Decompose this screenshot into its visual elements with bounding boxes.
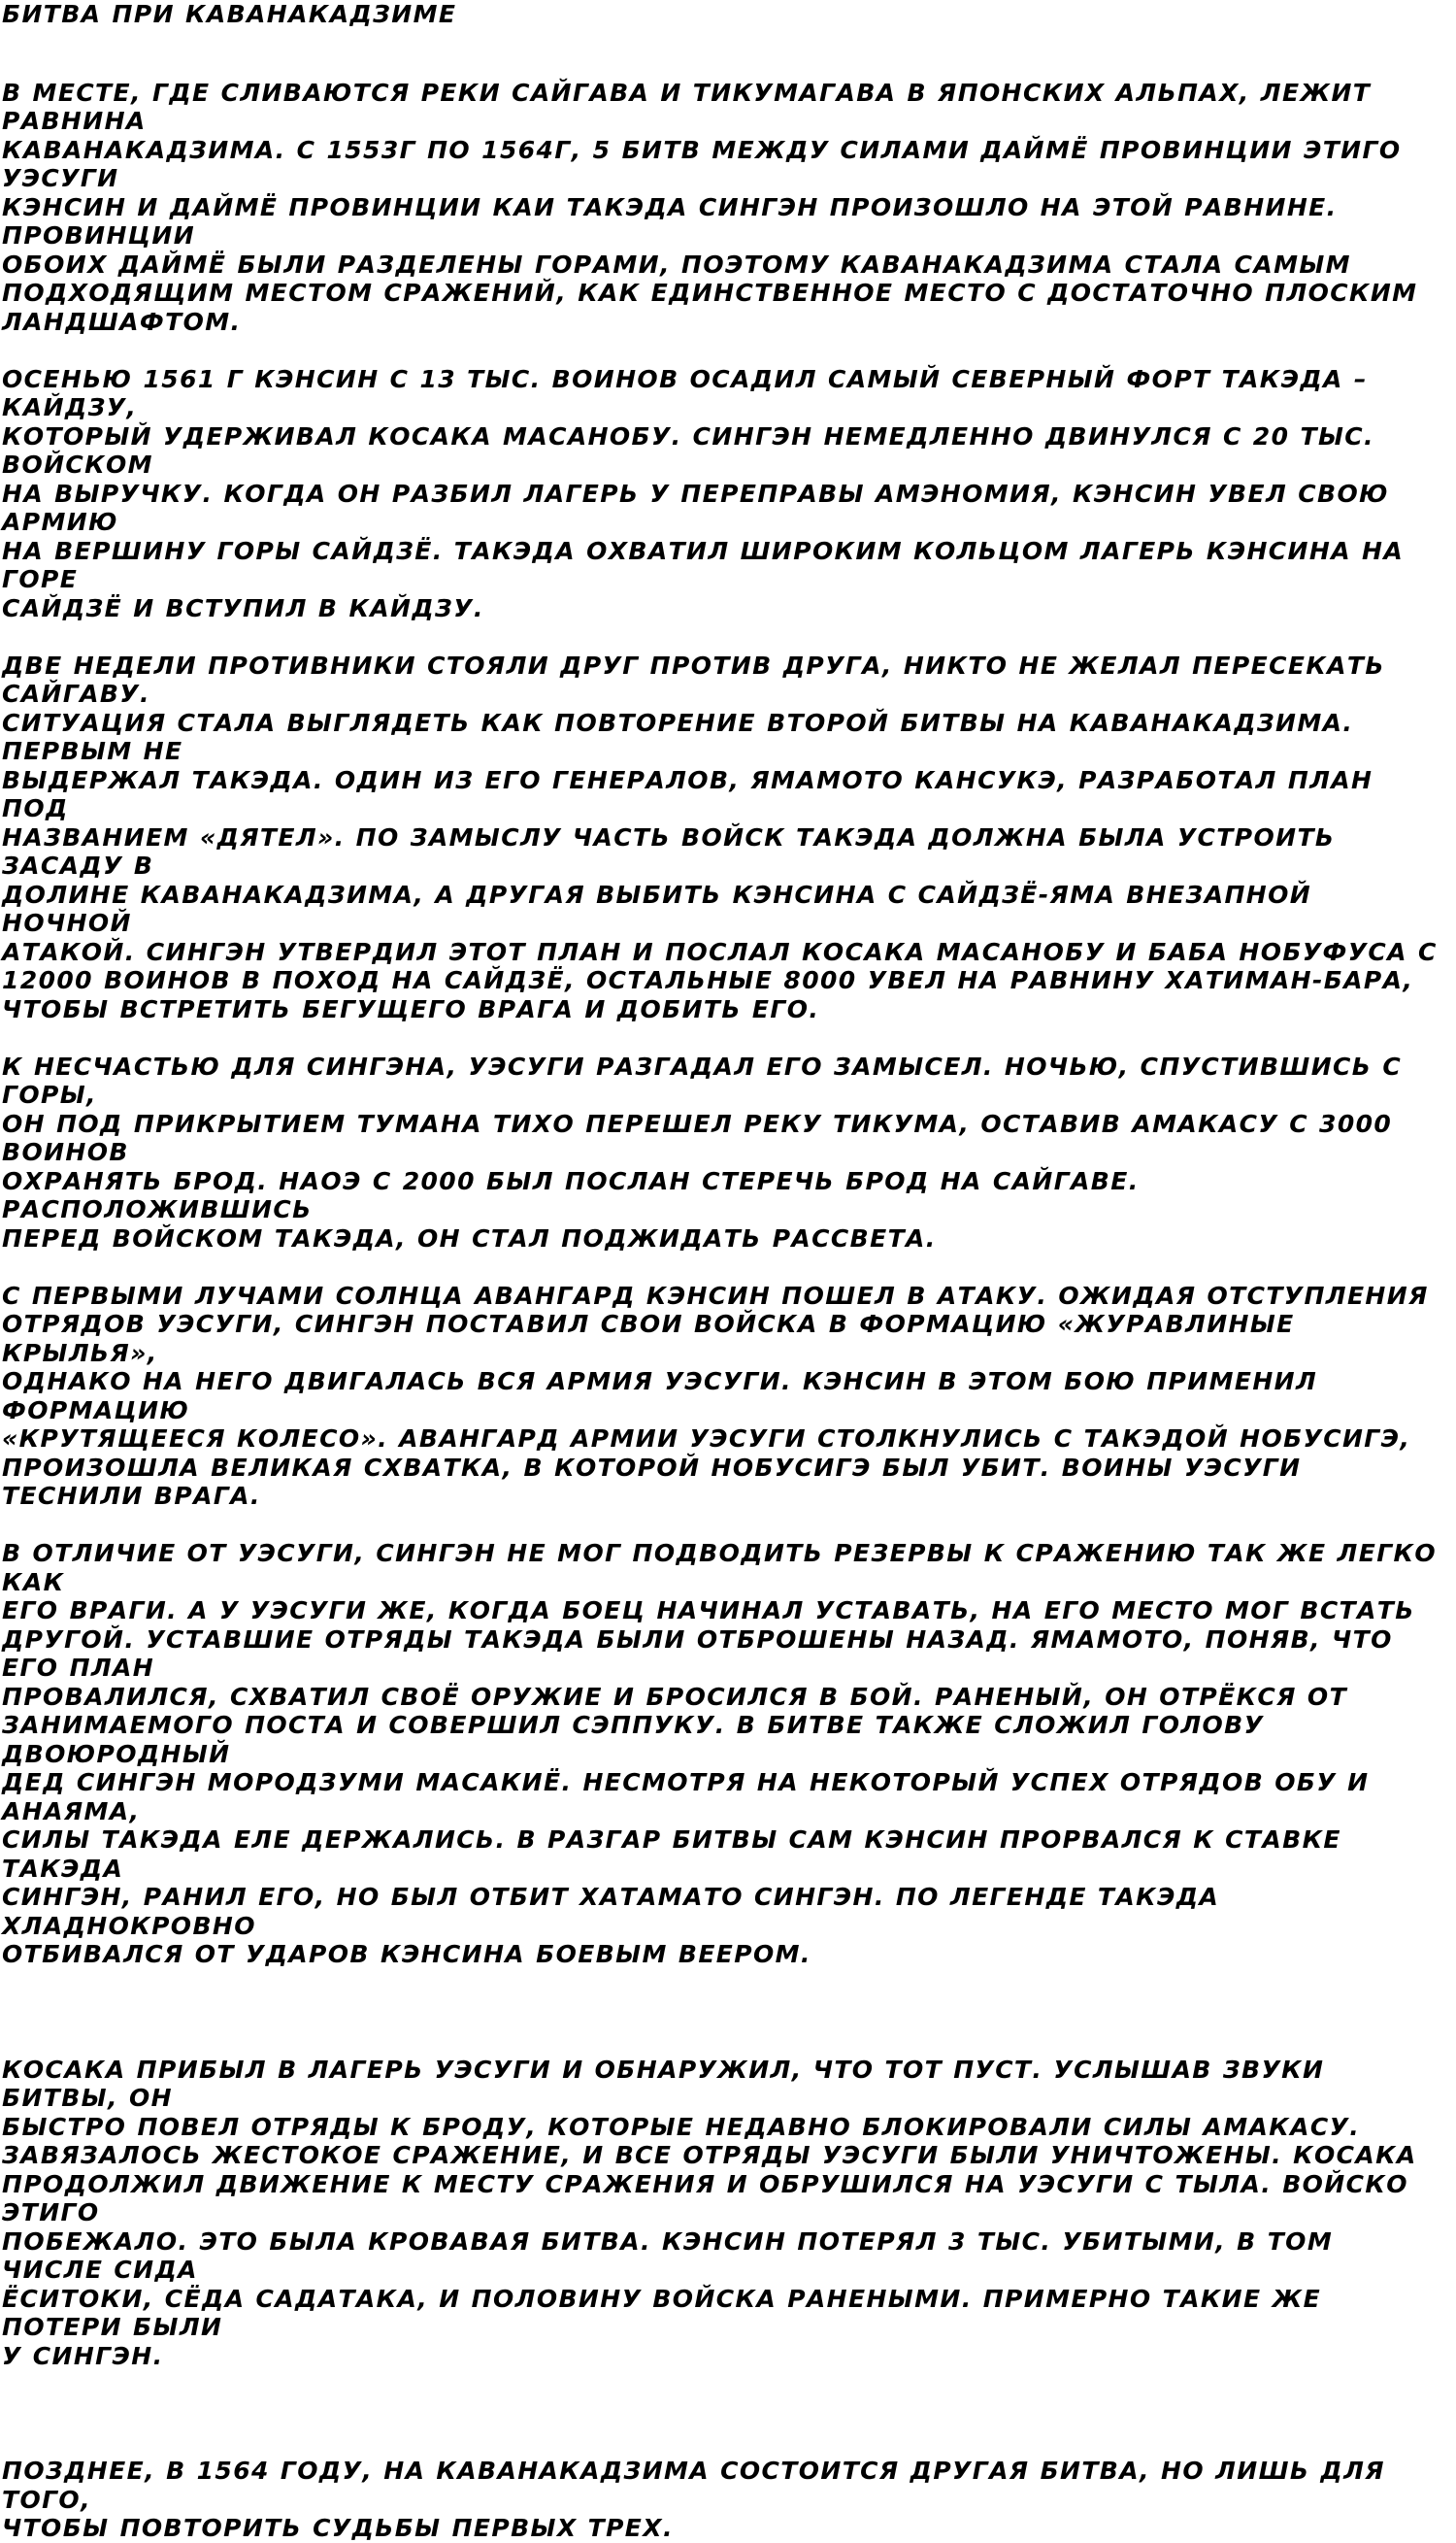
- paragraph-3: ДВЕ НЕДЕЛИ ПРОТИВНИКИ СТОЯЛИ ДРУГ ПРОТИВ ДРУГА, НИКТО НЕ ЖЕЛАЛ ПЕРЕСЕКАТЬ САЙГАВУ. СИТУАЦИЯ СТАЛА ВЫГЛЯДЕТЬ КАК ПОВТОРЕНИЕ ВТОРОЙ БИТВЫ НА КАВАНАКАДЗИМА. ПЕРВЫМ НЕ ВЫДЕРЖАЛ ТАКЭДА. ОДИН ИЗ ЕГО ГЕНЕРАЛОВ, ЯМАМОТО КАНСУКЭ, РАЗРАБОТАЛ ПЛАН ПОД НАЗВАНИЕМ «ДЯТЕЛ». ПО ЗАМЫСЛУ ЧАСТЬ ВОЙСК ТАКЭДА ДОЛЖНА БЫЛА УСТРОИТЬ ЗАСАДУ В ДОЛИНЕ КАВАНАКАДЗИМА, А ДРУГАЯ ВЫБИТЬ КЭНСИНА С САЙДЗЁ-ЯМА ВНЕЗАПНОЙ НОЧНОЙ АТАКОЙ. СИНГЭН УТВЕРДИЛ ЭТОТ ПЛАН И ПОСЛАЛ КОСАКА МАСАНОБУ И БАБА НОБУФУСА С 12000 ВОИНОВ В ПОХОД НА САЙДЗЁ, ОСТАЛЬНЫЕ 8000 УВЕЛ НА РАВНИНУ ХАТИМАН-БАРА, ЧТОБЫ ВСТРЕТИТЬ БЕГУЩЕГО ВРАГА И ДОБИТЬ ЕГО.: [2, 651, 1438, 1023]
- spacer: [2, 29, 1444, 79]
- spacer: [2, 1023, 1444, 1053]
- paragraph-8: ПОЗДНЕЕ, В 1564 ГОДУ, НА КАВАНАКАДЗИМА СОСТОИТСЯ ДРУГАЯ БИТВА, НО ЛИШЬ ДЛЯ ТОГО, ЧТОБЫ ПОВТОРИТЬ СУДЬБЫ ПЕРВЫХ ТРЕХ.: [2, 2457, 1385, 2542]
- paragraph-6: В ОТЛИЧИЕ ОТ УЭСУГИ, СИНГЭН НЕ МОГ ПОДВОДИТЬ РЕЗЕРВЫ К СРАЖЕНИЮ ТАК ЖЕ ЛЕГКО КАК ЕГО ВРАГИ. А У УЭСУГИ ЖЕ, КОГДА БОЕЦ НАЧИНАЛ УСТАВАТЬ, НА ЕГО МЕСТО МОГ ВСТАТЬ ДРУГОЙ. УСТАВШИЕ ОТРЯДЫ ТАКЭДА БЫЛИ ОТБРОШЕНЫ НАЗАД. ЯМАМОТО, ПОНЯВ, ЧТО ЕГО ПЛАН ПРОВАЛИЛСЯ, СХВАТИЛ СВОЁ ОРУЖИЕ И БРОСИЛСЯ В БОЙ. РАНЕНЫЙ, ОН ОТРЁКСЯ ОТ ЗАНИМАЕМОГО ПОСТА И СОВЕРШИЛ СЭППУКУ. В БИТВЕ ТАКЖЕ СЛОЖИЛ ГОЛОВУ ДВОЮРОДНЫЙ ДЕД СИНГЭН МОРОДЗУМИ МАСАКИЁ. НЕСМОТРЯ НА НЕКОТОРЫЙ УСПЕХ ОТРЯДОВ ОБУ И АНАЯМА, СИЛЫ ТАКЭДА ЕЛЕ ДЕРЖАЛИСЬ. В РАЗГАР БИТВЫ САМ КЭНСИН ПРОРВАЛСЯ К СТАВКЕ ТАКЭДА СИНГЭН, РАНИЛ ЕГО, НО БЫЛ ОТБИТ ХАТАМАТО СИНГЭН. ПО ЛЕГЕНДЕ ТАКЭДА ХЛАДНОКРОВНО ОТБИВАЛСЯ ОТ УДАРОВ КЭНСИНА БОЕВЫМ ВЕЕРОМ.: [2, 1539, 1438, 1968]
- spacer: [2, 2370, 1444, 2457]
- paragraph-4: К НЕСЧАСТЬЮ ДЛЯ СИНГЭНА, УЭСУГИ РАЗГАДАЛ ЕГО ЗАМЫСЕЛ. НОЧЬЮ, СПУСТИВШИСЬ С ГОРЫ, ОН ПОД ПРИКРЫТИЕМ ТУМАНА ТИХО ПЕРЕШЕЛ РЕКУ ТИКУМА, ОСТАВИВ АМАКАСУ С 3000 ВОИНОВ ОХРАНЯТЬ БРОД. НАОЭ С 2000 БЫЛ ПОСЛАН СТЕРЕЧЬ БРОД НА САЙГАВЕ. РАСПОЛОЖИВШИСЬ ПЕРЕД ВОЙСКОМ ТАКЭДА, ОН СТАЛ ПОДЖИДАТЬ РАССВЕТА.: [2, 1052, 1403, 1253]
- spacer: [2, 1511, 1444, 1540]
- spacer: [2, 1969, 1444, 2056]
- document-title: БИТВА ПРИ КАВАНАКАДЗИМЕ: [2, 0, 457, 28]
- paragraph-5: С ПЕРВЫМИ ЛУЧАМИ СОЛНЦА АВАНГАРД КЭНСИН ПОШЕЛ В АТАКУ. ОЖИДАЯ ОТСТУПЛЕНИЯ ОТРЯДОВ УЭСУГИ, СИНГЭН ПОСТАВИЛ СВОИ ВОЙСКА В ФОРМАЦИЮ «ЖУРАВЛИНЫЕ КРЫЛЬЯ», ОДНАКО НА НЕГО ДВИГАЛАСЬ ВСЯ АРМИЯ УЭСУГИ. КЭНСИН В ЭТОМ БОЮ ПРИМЕНИЛ ФОРМАЦИЮ «КРУТЯЩЕЕСЯ КОЛЕСО». АВАНГАРД АРМИИ УЭСУГИ СТОЛКНУЛИСЬ С ТАКЭДОЙ НОБУСИГЭ, ПРОИЗОШЛА ВЕЛИКАЯ СХВАТКА, В КОТОРОЙ НОБУСИГЭ БЫЛ УБИТ. ВОИНЫ УЭСУГИ ТЕСНИЛИ ВРАГА.: [2, 1281, 1429, 1510]
- spacer: [2, 336, 1444, 365]
- paragraph-2: ОСЕНЬЮ 1561 Г КЭНСИН С 13 ТЫС. ВОИНОВ ОСАДИЛ САМЫЙ СЕВЕРНЫЙ ФОРТ ТАКЭДА – КАЙДЗУ, КОТОРЫЙ УДЕРЖИВАЛ КОСАКА МАСАНОБУ. СИНГЭН НЕМЕДЛЕННО ДВИНУЛСЯ С 20 ТЫС. ВОЙСКОМ НА ВЫРУЧКУ. КОГДА ОН РАЗБИЛ ЛАГЕРЬ У ПЕРЕПРАВЫ АМЭНОМИЯ, КЭНСИН УВЕЛ СВОЮ АРМИЮ НА ВЕРШИНУ ГОРЫ САЙДЗЁ. ТАКЭДА ОХВАТИЛ ШИРОКИМ КОЛЬЦОМ ЛАГЕРЬ КЭНСИНА НА ГОРЕ САЙДЗЁ И ВСТУПИЛ В КАЙДЗУ.: [2, 364, 1405, 622]
- spacer: [2, 622, 1444, 652]
- paragraph-7: КОСАКА ПРИБЫЛ В ЛАГЕРЬ УЭСУГИ И ОБНАРУЖИЛ, ЧТО ТОТ ПУСТ. УСЛЫШАВ ЗВУКИ БИТВЫ, ОН БЫСТРО ПОВЕЛ ОТРЯДЫ К БРОДУ, КОТОРЫЕ НЕДАВНО БЛОКИРОВАЛИ СИЛЫ АМАКАСУ. ЗАВЯЗАЛОСЬ ЖЕСТОКОЕ СРАЖЕНИЕ, И ВСЕ ОТРЯДЫ УЭСУГИ БЫЛИ УНИЧТОЖЕНЫ. КОСАКА ПРОДОЛЖИЛ ДВИЖЕНИЕ К МЕСТУ СРАЖЕНИЯ И ОБРУШИЛСЯ НА УЭСУГИ С ТЫЛА. ВОЙСКО ЭТИГО ПОБЕЖАЛО. ЭТО БЫЛА КРОВАВАЯ БИТВА. КЭНСИН ПОТЕРЯЛ 3 ТЫС. УБИТЫМИ, В ТОМ ЧИСЛЕ СИДА ЁСИТОКИ, СЁДА САДАТАКА, И ПОЛОВИНУ ВОЙСКА РАНЕНЫМИ. ПРИМЕРНО ТАКИЕ ЖЕ ПОТЕРИ БЫЛИ У СИНГЭН.: [2, 2055, 1417, 2370]
- paragraph-1: В МЕСТЕ, ГДЕ СЛИВАЮТСЯ РЕКИ САЙГАВА И ТИКУМАГАВА В ЯПОНСКИХ АЛЬПАХ, ЛЕЖИТ РАВНИНА КАВАНАКАДЗИМА. С 1553Г ПО 1564Г, 5 БИТВ МЕЖДУ СИЛАМИ ДАЙМЁ ПРОВИНЦИИ ЭТИГО УЭСУГИ КЭНСИН И ДАЙМЁ ПРОВИНЦИИ КАИ ТАКЭДА СИНГЭН ПРОИЗОШЛО НА ЭТОЙ РАВНИНЕ. ПРОВИНЦИИ ОБОИХ ДАЙМЁ БЫЛИ РАЗДЕЛЕНЫ ГОРАМИ, ПОЭТОМУ КАВАНАКАДЗИМА СТАЛА САМЫМ ПОДХОДЯЩИМ МЕСТОМ СРАЖЕНИЙ, КАК ЕДИНСТВЕННОЕ МЕСТО С ДОСТАТОЧНО ПЛОСКИМ ЛАНДШАФТОМ.: [2, 78, 1418, 336]
- spacer: [2, 1253, 1444, 1282]
